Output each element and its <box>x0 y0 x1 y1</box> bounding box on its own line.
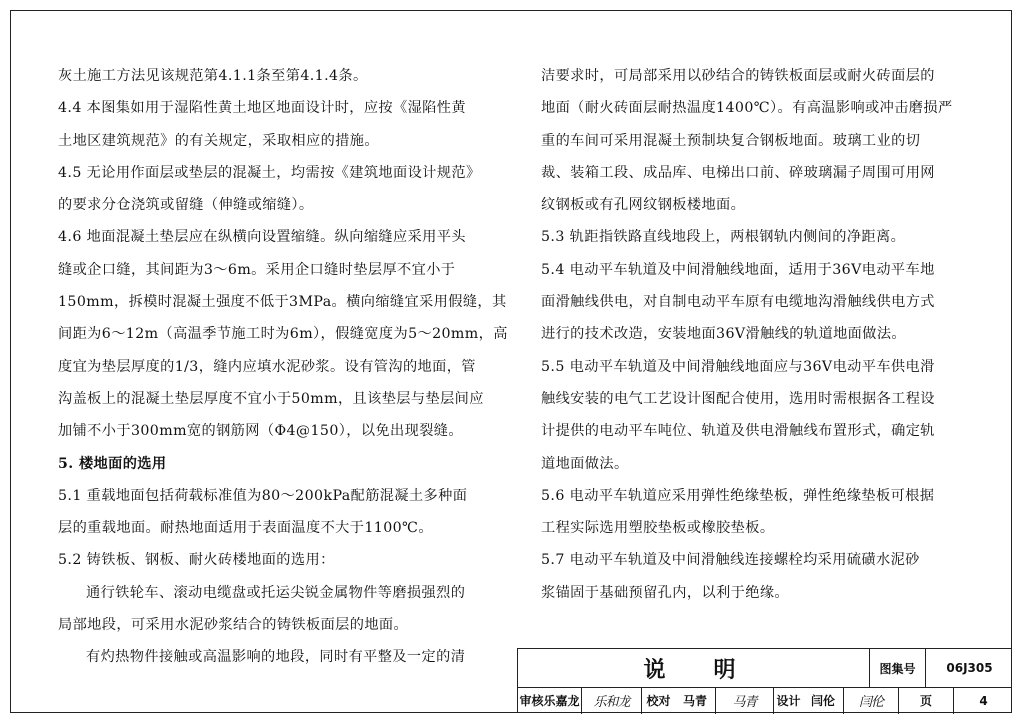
text-line: 土地区建筑规范》的有关规定，采取相应的措施。 <box>58 132 379 149</box>
text-line: 5.2 铸铁板、钢板、耐火砖楼地面的选用： <box>58 552 335 569</box>
text-line: 触线安装的电气工艺设计图配合使用，选用时需根据各工程设 <box>541 390 935 407</box>
text-line: 灰土施工方法见该规范第4.1.1条至第4.1.4条。 <box>58 68 368 84</box>
text-line: 面滑触线供电，对自制电动平车原有电缆地沟滑触线供电方式 <box>541 294 935 311</box>
page-number: 4 <box>953 687 1013 714</box>
review-label: 审核 <box>519 694 544 708</box>
text-line: 5.1 重载地面包括荷载标准值为80～200kPa配筋混凝土多种面 <box>58 487 468 504</box>
text-line: 缝或企口缝，其间距为3～6m。采用企口缝时垫层厚不宜小于 <box>58 261 456 278</box>
review-field <box>518 687 581 714</box>
text-line: 间距为6～12m（高温季节施工时为6m），假缝宽度为5～20mm，高 <box>58 326 508 343</box>
text-line: 地面（耐火砖面层耐热温度1400℃）。有高温影响或冲击磨损严 <box>541 100 953 117</box>
section-heading: 5. 楼地面的选用 <box>58 455 167 472</box>
text-line: 5.7 电动平车轨道及中间滑触线连接螺栓均采用硫磺水泥砂 <box>541 552 920 569</box>
text-line: 道地面做法。 <box>541 455 629 472</box>
text-line: 沟盖板上的混凝土垫层厚度不宜小于50mm，且该垫层与垫层间应 <box>58 390 484 407</box>
check-name: 马青 <box>682 694 707 708</box>
text-line: 裁、装箱工段、成品库、电梯出口前、碎玻璃漏子周围可用网 <box>541 164 935 181</box>
atlas-number-label: 图集号 <box>879 661 916 676</box>
text-line: 计提供的电动平车吨位、轨道及供电滑触线布置形式，确定轨 <box>541 423 935 440</box>
text-line: 加铺不小于300mm宽的钢筋网（Φ4@150），以免出现裂缝。 <box>58 423 463 440</box>
text-line: 进行的技术改造，安装地面36V滑触线的轨道地面做法。 <box>541 326 907 343</box>
text-line: 重的车间可采用混凝土预制块复合钢板地面。玻璃工业的切 <box>541 132 921 149</box>
text-line: 5.5 电动平车轨道及中间滑触线地面应与36V电动平车供电滑 <box>541 358 935 375</box>
page-label: 页 <box>898 687 953 714</box>
text-line: 5.6 电动平车轨道应采用弹性绝缘垫板，弹性绝缘垫板可根据 <box>541 487 935 504</box>
text-line: 150mm，拆模时混凝土强度不低于3MPa。横向缩缝宜采用假缝，其 <box>58 294 507 311</box>
text-line: 通行铁轮车、滚动电缆盘或托运尖锐金属物件等磨损强烈的 <box>86 584 466 601</box>
text-line: 有灼热物件接触或高温影响的地段，同时有平整及一定的清 <box>86 649 466 666</box>
right-text-column <box>541 60 971 609</box>
text-line: 4.4 本图集如用于湿陷性黄土地区地面设计时，应按《湿陷性黄 <box>58 100 466 117</box>
review-name: 乐嘉龙 <box>543 694 580 708</box>
title-block <box>517 648 1012 713</box>
text-line: 4.6 地面混凝土垫层应在纵横向设置缩缝。纵向缩缝应采用平头 <box>58 229 466 246</box>
review-signature: 乐和龙 <box>581 687 641 714</box>
title-block-row-2 <box>518 687 1012 714</box>
text-line: 工程实际选用塑胶垫板或橡胶垫板。 <box>541 520 775 537</box>
design-label: 设计 <box>773 687 803 714</box>
title-block-row-1 <box>518 649 1012 688</box>
text-line: 5.4 电动平车轨道及中间滑触线地面，适用于36V电动平车地 <box>541 261 935 278</box>
text-line: 层的重载地面。耐热地面适用于表面温度不大于1100℃。 <box>58 520 433 537</box>
text-line: 5.3 轨距指铁路直线地段上，两根钢轨内侧间的净距离。 <box>541 229 906 246</box>
text-line: 的要求分仓浇筑或留缝（伸缝或缩缝）。 <box>58 197 314 214</box>
text-line: 4.5 无论用作面层或垫层的混凝土，均需按《建筑地面设计规范》 <box>58 164 481 181</box>
text-line: 局部地段，可采用水泥砂浆结合的铸铁板面层的地面。 <box>58 617 409 634</box>
design-signature: 闫伦 <box>843 687 898 714</box>
left-text-column <box>58 60 508 674</box>
text-line: 纹钢板或有孔网纹钢板楼地面。 <box>541 197 746 214</box>
text-line: 浆锚固于基础预留孔内，以利于绝缘。 <box>541 584 789 601</box>
design-name: 闫伦 <box>810 694 835 708</box>
check-signature: 马青 <box>715 687 773 714</box>
document-title: 说明 <box>518 649 870 687</box>
atlas-number: 06J305 <box>925 649 1013 687</box>
text-line: 度宜为垫层厚度的1/3，缝内应填水泥砂浆。设有管沟的地面，管 <box>58 358 476 375</box>
check-label: 校对 <box>641 687 675 714</box>
text-line: 洁要求时，可局部采用以砂结合的铸铁板面层或耐火砖面层的 <box>541 68 935 84</box>
